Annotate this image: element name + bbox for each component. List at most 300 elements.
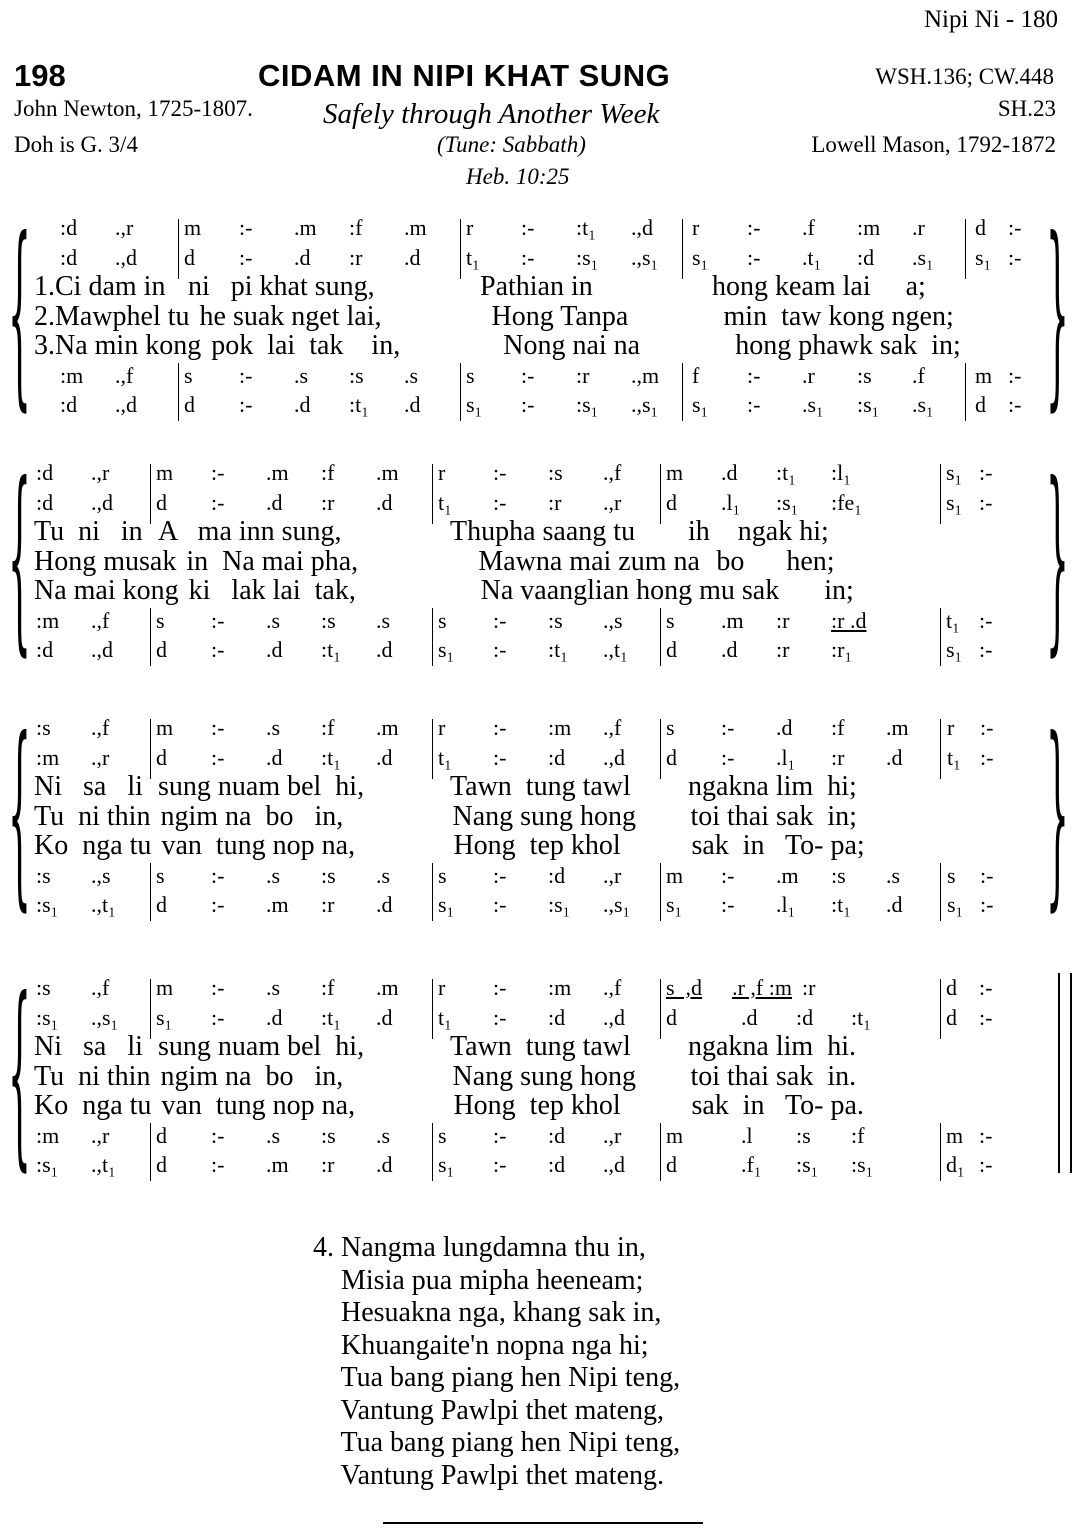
bar-line (682, 363, 683, 421)
lyric-segment (980, 802, 1078, 832)
solfa-note: r (692, 215, 700, 240)
measure (660, 458, 940, 488)
solfa-note: m (946, 1122, 964, 1148)
solfa-note: .l₁ (776, 744, 796, 770)
lyric-segment: ngakna lim hi; (688, 771, 857, 802)
solfa-note: :s₁ (36, 1152, 59, 1177)
measure (150, 861, 432, 891)
measure (969, 390, 1049, 420)
notes-tenor-row (60, 361, 1049, 391)
notes-bass-row (60, 390, 1049, 420)
lyric-segment: min taw kong ngen; (723, 300, 954, 332)
bar-line (150, 1123, 151, 1181)
notes-top-row (36, 458, 1030, 488)
solfa-note: :- (211, 607, 225, 633)
solfa-note: :- (980, 744, 994, 770)
solfa-note (721, 1150, 741, 1180)
music-system (0, 196, 1078, 429)
solfa-note: :r (321, 489, 335, 515)
solfa-note: :t₁ (831, 892, 851, 917)
solfa-note: .,d (115, 392, 137, 417)
solfa-note: :- (211, 892, 225, 917)
measure (660, 488, 940, 518)
measure (969, 361, 1049, 391)
solfa-note: d (156, 892, 167, 917)
measure (660, 743, 941, 773)
lyric-segment: Ko nga tu (34, 830, 152, 861)
lyric-segment (978, 1032, 1078, 1062)
measure (941, 861, 1031, 891)
solfa-note: d (946, 1004, 957, 1030)
solfa-note: :r (776, 637, 790, 662)
solfa-note: :s (857, 362, 872, 388)
lyric-segment: sak in To- pa; (691, 830, 865, 861)
measure (60, 213, 178, 243)
lyric-segment (980, 1062, 1078, 1092)
solfa-note: .,s (91, 862, 111, 888)
solfa-note: :- (211, 1152, 225, 1177)
solfa-note: .s₁ (802, 392, 824, 417)
solfa-note: :t₁ (321, 1004, 341, 1030)
solfa-note: .,f (603, 460, 622, 485)
solfa-note: :- (211, 862, 225, 888)
solfa-note (721, 1121, 741, 1151)
measure (941, 743, 1031, 773)
solfa-note: r (466, 215, 474, 240)
solfa-note: :- (493, 460, 507, 485)
solfa-note: .,f (603, 715, 622, 740)
lyric-segment: 1.Ci dam in (34, 271, 166, 302)
solfa-note: s₁ (692, 244, 709, 270)
right-brace: } (1046, 441, 1069, 674)
solfa-note: .s (266, 1122, 281, 1148)
solfa-note: .,s₁ (603, 892, 631, 917)
solfa-note: .m (721, 607, 744, 633)
solfa-note: d (666, 489, 677, 515)
solfa-note: .d (376, 744, 393, 770)
solfa-note: :- (1008, 392, 1022, 417)
solfa-note: .l₁ (776, 892, 796, 917)
solfa-note: :- (493, 1122, 507, 1148)
bar-line (432, 608, 433, 666)
notes-top-row (36, 713, 1031, 743)
solfa-note: .,f (91, 715, 110, 740)
solfa-note: s (156, 607, 165, 633)
solfa-note: :- (211, 744, 225, 770)
measure (969, 243, 1049, 273)
right-brace: } (1046, 696, 1069, 929)
solfa-note (886, 635, 906, 665)
solfa-note: .m (376, 715, 399, 740)
lyric-segment: A ma inn sung, (158, 516, 342, 547)
lyric-segment: toi thai sak in. (690, 1060, 857, 1092)
solfa-note: :r .d (831, 607, 867, 633)
solfa-note: s (438, 1122, 447, 1148)
measure (36, 606, 150, 636)
verse-line: Vantung Pawlpi thet mateng. (313, 1459, 664, 1491)
lyric-row (34, 831, 1078, 861)
solfa-note: .d (376, 892, 393, 917)
solfa-note: m (156, 460, 174, 485)
hymn-number: 198 (14, 58, 66, 93)
lyric-segment: ngakna lim hi. (688, 1031, 856, 1062)
solfa-note: :r (776, 607, 790, 633)
solfa-note: :s (548, 607, 563, 633)
solfa-note: .m (376, 460, 399, 485)
solfa-note: m (666, 1122, 684, 1148)
solfa-note: s ,d (666, 975, 703, 1000)
bar-line (178, 363, 179, 421)
lyric-segment: Hong Tanpa (491, 300, 629, 332)
lyric-row (34, 547, 1078, 577)
verse-line: Vantung Pawlpi thet mateng, (313, 1394, 664, 1426)
lyric-row (34, 1091, 1078, 1121)
solfa-note: :m (548, 975, 572, 1000)
lyric-segment: ki lak lai tak, (188, 575, 356, 606)
bar-line (940, 719, 941, 779)
solfa-note (721, 1003, 741, 1033)
solfa-note: d (975, 215, 986, 240)
solfa-note: .d (721, 637, 738, 662)
lyric-segment: Tu ni thin (34, 800, 151, 832)
lyric-segment: sung nuam bel hi, (158, 1031, 365, 1062)
bar-line (150, 608, 151, 666)
solfa-note: :m (857, 215, 881, 240)
solfa-note: :- (1008, 215, 1022, 240)
solfa-note: .,f (115, 362, 134, 388)
measure (60, 390, 178, 420)
solfa-note: :- (239, 362, 253, 388)
solfa-note: .d (404, 392, 421, 417)
solfa-note: :s₁ (548, 892, 571, 917)
lyric-segment: Hong musak (34, 545, 177, 577)
music-system (0, 956, 1078, 1189)
lyric-segment: in; (789, 575, 854, 606)
measure (686, 390, 969, 420)
solfa-note: .s₁ (912, 392, 934, 417)
bar-line (432, 863, 433, 921)
solfa-note: .r (802, 362, 815, 388)
solfa-note: .,r (91, 460, 110, 485)
solfa-note: :f (349, 215, 363, 240)
solfa-note: t₁ (438, 489, 452, 515)
solfa-note: .,s₁ (91, 1004, 119, 1030)
lyric-segment (1017, 302, 1078, 332)
solfa-note: :d (60, 215, 78, 240)
right-brace: } (1046, 196, 1069, 429)
solfa-note: :m (36, 607, 60, 633)
solfa-note: d (975, 392, 986, 417)
measure (660, 635, 940, 665)
hymnal-references: WSH.136; CW.448 (875, 64, 1054, 89)
solfa-note: :- (1008, 362, 1022, 388)
lyric-segment: pok lai tak in, (211, 330, 401, 361)
lyric-segment: Ko nga tu (34, 1090, 152, 1121)
solfa-note: :r (548, 489, 562, 515)
music-system (0, 696, 1078, 929)
measure (36, 488, 150, 518)
solfa-note: :d (857, 244, 875, 270)
solfa-note: .m (376, 975, 399, 1000)
solfa-note: :s (321, 607, 336, 633)
lyric-segment: Mawna mai zum na (478, 545, 700, 577)
solfa-note: :- (211, 1122, 225, 1148)
measure (150, 743, 432, 773)
bar-line (178, 219, 179, 279)
solfa-note: :- (521, 362, 535, 388)
solfa-note: t₁ (466, 244, 480, 270)
solfa-note: :s (548, 460, 563, 485)
solfa-note: :m (60, 362, 84, 388)
solfa-note: :- (747, 362, 761, 388)
notes-top-row (36, 973, 1030, 1003)
solfa-note: :- (980, 892, 994, 917)
measure (432, 1150, 660, 1180)
bar-line (660, 979, 661, 1039)
solfa-note: .,r (91, 744, 110, 770)
measure (660, 1003, 940, 1033)
measure (940, 1150, 1030, 1180)
tune-name: (Tune: Sabbath) (437, 132, 586, 157)
measure (432, 606, 660, 636)
lyric-segment: van tung nop na, (161, 1090, 356, 1121)
solfa-note: .s (294, 362, 309, 388)
solfa-note: :- (493, 1004, 507, 1030)
bar-line (432, 1123, 433, 1181)
solfa-note: :- (211, 715, 225, 740)
bar-line (432, 719, 433, 779)
solfa-note: .f (802, 215, 815, 240)
solfa-note: :- (747, 244, 761, 270)
solfa-note: .f (912, 362, 925, 388)
solfa-note: .r ,f :m (732, 975, 792, 1000)
bar-line (940, 1123, 941, 1181)
solfa-note: .m (404, 215, 427, 240)
lyric-segment: Nong nai na (503, 330, 641, 361)
lyric-row (34, 772, 1078, 802)
solfa-note: :d (548, 744, 566, 770)
lyric-segment: ih ngak hi; (688, 516, 829, 547)
bar-line (660, 863, 661, 921)
bar-line (460, 219, 461, 279)
solfa-note: :r₁ (831, 637, 853, 662)
solfa-note: :t₁ (349, 392, 369, 417)
bar-line (432, 979, 433, 1039)
lyric-segment: Na vaanglian hong mu sak (480, 575, 780, 606)
solfa-note: :- (747, 215, 761, 240)
measure (432, 458, 660, 488)
solfa-note: s (466, 362, 475, 388)
solfa-note: .,f (603, 975, 622, 1000)
measure (660, 713, 941, 743)
measure (36, 861, 150, 891)
bar-line (660, 464, 661, 524)
solfa-note: :m (36, 744, 60, 770)
solfa-note: :- (211, 975, 225, 1000)
author: John Newton, 1725-1807. (14, 96, 253, 121)
notes-tenor-row (36, 1121, 1030, 1151)
solfa-note: :- (493, 862, 507, 888)
solfa-note: :fe₁ (831, 489, 862, 515)
solfa-note: m (666, 862, 684, 888)
solfa-note: .,d (603, 744, 625, 770)
solfa-note: s (666, 607, 675, 633)
solfa-note: .,d (91, 489, 113, 515)
solfa-note: .d (776, 715, 793, 740)
solfa-note: :- (211, 489, 225, 515)
measure (36, 890, 150, 920)
measure (660, 606, 940, 636)
solfa-note: s₁ (156, 1004, 173, 1030)
solfa-note: :d (36, 489, 54, 515)
lyric-segment: ngim na bo in, (160, 800, 344, 832)
measure (60, 243, 178, 273)
measure (36, 458, 150, 488)
measure (940, 1003, 1030, 1033)
solfa-note: d (184, 392, 195, 417)
lyric-segment: Nang sung hong (452, 800, 637, 832)
lyric-row (34, 1032, 1078, 1062)
solfa-note: :d (548, 1152, 566, 1177)
verse-4 (313, 1232, 680, 1492)
solfa-note: .f₁ (741, 1152, 762, 1177)
solfa-note: .,d (603, 1152, 625, 1177)
solfa-note: s₁ (438, 892, 455, 917)
solfa-note: .d (376, 1004, 393, 1030)
solfa-note: .d (721, 460, 738, 485)
measure (178, 213, 460, 243)
solfa-note: .d (886, 892, 903, 917)
solfa-note: :t₁ (548, 637, 568, 662)
measure (432, 973, 660, 1003)
solfa-note: t₁ (438, 1004, 452, 1030)
measure (432, 890, 660, 920)
solfa-note: .s (376, 862, 391, 888)
solfa-note: .s (266, 862, 281, 888)
measure (660, 1121, 940, 1151)
lyric-segment: Pathian in (480, 271, 593, 302)
solfa-note: .s (376, 1122, 391, 1148)
solfa-note: :s₁ (576, 244, 599, 270)
solfa-note: :d (60, 392, 78, 417)
solfa-note: d (666, 744, 677, 770)
measure (941, 890, 1031, 920)
bar-line (940, 464, 941, 524)
lyric-segment (981, 831, 1078, 861)
lyric-segment: sak in To- pa. (691, 1090, 864, 1121)
notes-bass-row (36, 890, 1031, 920)
lyric-segment: in Na mai pha, (186, 545, 359, 577)
solfa-note: :f (831, 715, 845, 740)
notes-tenor-row (36, 861, 1031, 891)
solfa-note: :r (321, 892, 335, 917)
verse-line: Tua bang piang hen Nipi teng, (313, 1427, 681, 1458)
solfa-note: .s (266, 715, 281, 740)
measure (432, 743, 660, 773)
solfa-note: :m (548, 715, 572, 740)
solfa-note: :- (521, 215, 535, 240)
measure (940, 1121, 1030, 1151)
hymn-title: CIDAM IN NIPI KHAT SUNG (258, 58, 671, 93)
solfa-note: s₁ (946, 460, 963, 485)
lyric-segment: hong phawk sak in; (735, 330, 961, 361)
measure (660, 890, 941, 920)
solfa-note: .d (266, 1004, 283, 1030)
measure (150, 1121, 432, 1151)
solfa-note: :- (493, 975, 507, 1000)
solfa-note: :s (321, 1122, 336, 1148)
solfa-note: .,t₁ (603, 637, 628, 662)
solfa-note: .l₁ (721, 489, 741, 515)
solfa-note: s₁ (947, 892, 964, 917)
lyric-segment: Hong tep khol (453, 1090, 621, 1121)
solfa-note (886, 458, 906, 488)
notes-alto-row (36, 743, 1031, 773)
bar-line (940, 863, 941, 921)
solfa-note: t₁ (947, 744, 961, 770)
solfa-note: :s₁ (851, 1152, 874, 1177)
bar-line (660, 1123, 661, 1181)
page-reference: Nipi Ni - 180 (923, 6, 1058, 33)
lyric-segment: 3.Na min kong (34, 330, 202, 361)
solfa-note: .d (294, 244, 311, 270)
solfa-note: :- (211, 460, 225, 485)
solfa-note: :- (521, 244, 535, 270)
notes-alto-row (60, 243, 1049, 273)
solfa-note: :s₁ (576, 392, 599, 417)
scripture-reference: Heb. 10:25 (466, 164, 570, 189)
solfa-note: .,r (603, 1122, 622, 1148)
measure (150, 1003, 432, 1033)
solfa-note: m (666, 460, 684, 485)
solfa-note: :- (239, 215, 253, 240)
solfa-note: m (975, 362, 993, 388)
measure (36, 743, 150, 773)
solfa-note: :d (548, 1122, 566, 1148)
solfa-note: .d (266, 489, 283, 515)
lyric-segment: ni pi khat sung, (188, 271, 375, 302)
solfa-note: d (156, 489, 167, 515)
lyric-segment: he suak nget lai, (199, 300, 382, 332)
notes-alto-row (36, 1003, 1030, 1033)
solfa-note: t₁ (438, 744, 452, 770)
solfa-note: :- (239, 392, 253, 417)
solfa-note: :- (493, 715, 507, 740)
measure (969, 213, 1049, 243)
solfa-note: .m (266, 460, 289, 485)
lyric-segment: toi thai sak in; (690, 800, 857, 832)
solfa-note: :s (796, 1122, 811, 1148)
sh-reference: SH.23 (997, 96, 1056, 121)
lyric-segment (978, 772, 1078, 802)
solfa-note: :- (979, 1122, 993, 1148)
lyric-segment: hong keam lai a; (712, 271, 926, 302)
solfa-note: .d (266, 637, 283, 662)
verse-line: Khuangaite'n nopna nga hi; (313, 1329, 649, 1361)
solfa-note: :- (211, 637, 225, 662)
lyric-segment: Hong tep khol (453, 830, 621, 861)
verse-line: 4. Nangma lungdamna thu in, (313, 1232, 646, 1263)
solfa-note: s₁ (438, 637, 455, 662)
lyric-segment: van tung nop na, (161, 830, 356, 861)
solfa-note: s₁ (438, 1152, 455, 1177)
bar-line (940, 979, 941, 1039)
solfa-note: :- (979, 637, 993, 662)
measure (460, 390, 686, 420)
solfa-note: m (156, 715, 174, 740)
measure (940, 488, 1030, 518)
solfa-note: r (438, 715, 446, 740)
